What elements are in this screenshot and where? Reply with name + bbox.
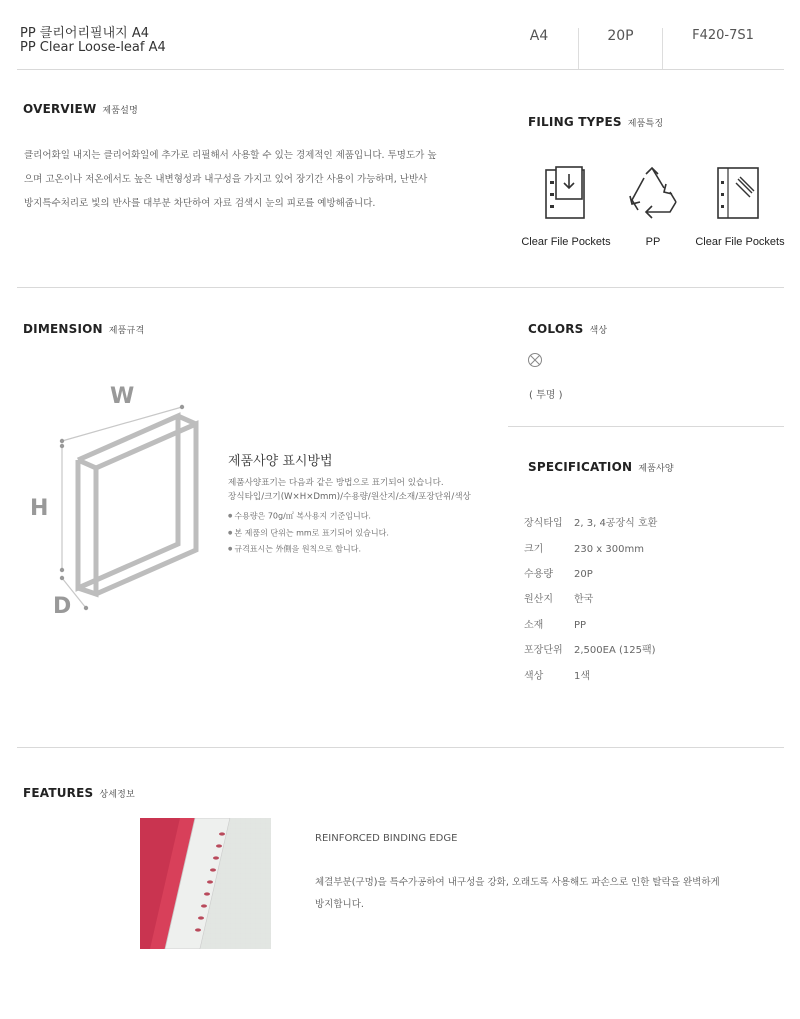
spec-notation-heading: 제품사양 표시방법 [228, 454, 333, 469]
spec-notation-bullet: ● 규격표시는 外側을 원칙으로 합니다. [228, 541, 498, 558]
features-subtitle: 상세정보 [99, 790, 135, 800]
specification-heading [528, 460, 674, 474]
header-size: A4 [529, 28, 549, 44]
spec-notation-line: 제품사양표기는 다음과 같은 방법으로 표기되어 있습니다. [228, 478, 444, 488]
dimension-heading [23, 322, 144, 336]
feature-item-desc [315, 872, 755, 916]
colors-subtitle: 색상 [589, 326, 608, 336]
binder-dimension-diagram [24, 380, 224, 630]
spec-row [524, 565, 593, 580]
spec-notation-line: 장식타입/크기(W×H×Dmm)/수용량/원산지/소재/포장단위/색상 [228, 492, 471, 502]
overview-title: OVERVIEW [23, 102, 97, 116]
spec-value: 230 x 300mm [574, 544, 644, 555]
overview-text [24, 144, 464, 216]
spec-row [524, 590, 593, 605]
colors-heading [528, 322, 607, 336]
overview-heading [23, 102, 138, 116]
height-letter: H [30, 496, 49, 521]
spec-value: 1색 [574, 671, 591, 682]
spec-row [524, 616, 586, 631]
spec-notation-bullet: ● 수용량은 70g/㎡ 복사용지 기준입니다. [228, 508, 498, 525]
section-divider [17, 69, 784, 70]
feature-desc-line: 체결부분(구멍)을 특수가공하여 내구성을 강화, 오래도록 사용해도 파손으로 인한 탈락을 완벽하게 [315, 877, 720, 888]
filing-types-title: FILING TYPES [528, 115, 622, 129]
spec-key: 포장단위 [524, 645, 563, 656]
spec-row [524, 641, 656, 656]
binding-edge-photo [140, 818, 271, 949]
spec-row [524, 540, 644, 555]
features-heading [23, 786, 135, 800]
filing-type-label: Clear File Pockets [521, 236, 611, 248]
colors-title: COLORS [528, 322, 584, 336]
product-header [0, 0, 800, 70]
spec-notation-desc [228, 476, 498, 504]
spec-key: 소재 [524, 620, 544, 631]
spec-value: 한국 [574, 594, 594, 605]
spec-value: PP [574, 620, 587, 631]
feature-desc-line: 방지합니다. [315, 899, 364, 910]
product-title-en: PP Clear Loose-leaf A4 [20, 40, 166, 55]
features-title: FEATURES [23, 786, 94, 800]
spec-key: 장식타입 [524, 518, 563, 529]
filing-types-heading [528, 115, 663, 129]
spec-key: 색상 [524, 671, 544, 682]
overview-line: 클리어화일 내지는 클리어화일에 추가로 리필해서 사용할 수 있는 경제적인 제품입니다. 투명도가 높 [24, 150, 437, 161]
spec-row [524, 667, 590, 682]
width-letter: W [110, 384, 135, 409]
spec-value: 20P [574, 569, 593, 580]
header-capacity: 20P [607, 28, 634, 44]
specification-title: SPECIFICATION [528, 460, 633, 474]
spec-value: 2,500EA (125팩) [574, 645, 656, 656]
filing-type-label: Clear File Pockets [695, 236, 785, 248]
depth-letter: D [53, 594, 72, 619]
filing-type-label: PP [645, 236, 661, 248]
spec-value: 2, 3, 4공장식 호환 [574, 518, 658, 529]
spec-key: 수용량 [524, 569, 553, 580]
recycle-icon [624, 166, 680, 220]
spec-row [524, 514, 657, 529]
dimension-subtitle: 제품규격 [108, 326, 145, 336]
overview-line: 방지특수처리로 빛의 반사를 대부분 차단하여 자료 검색시 눈의 피로를 예방해줍니다. [24, 198, 376, 209]
header-model-code: F420-7S1 [692, 28, 754, 43]
feature-item-title: REINFORCED BINDING EDGE [315, 833, 458, 844]
specification-subtitle: 제품사양 [638, 464, 674, 474]
spec-key: 원산지 [524, 594, 553, 605]
spec-key: 크기 [524, 544, 544, 555]
filing-types-subtitle: 제품특징 [627, 119, 664, 129]
overview-line: 으며 고온이나 저온에서도 높은 내변형성과 내구성을 가지고 있어 장기간 사용이 가능하며, 난반사 [24, 174, 428, 185]
section-divider [508, 426, 784, 427]
transparent-color-icon [527, 352, 543, 368]
dimension-title: DIMENSION [23, 322, 103, 336]
spec-notation-bullets [228, 508, 498, 558]
overview-subtitle: 제품설명 [102, 106, 138, 116]
section-divider [17, 747, 784, 748]
product-title-ko: PP 클리어리필내지 A4 [20, 26, 150, 41]
spec-notation-bullet: ● 본 제품의 단위는 mm로 표기되어 있습니다. [228, 525, 498, 542]
section-divider [17, 287, 784, 288]
color-name: ( 투명 ) [529, 390, 563, 401]
clear-file-pocket-icon [540, 165, 590, 221]
clear-file-sheet-icon [714, 165, 764, 221]
